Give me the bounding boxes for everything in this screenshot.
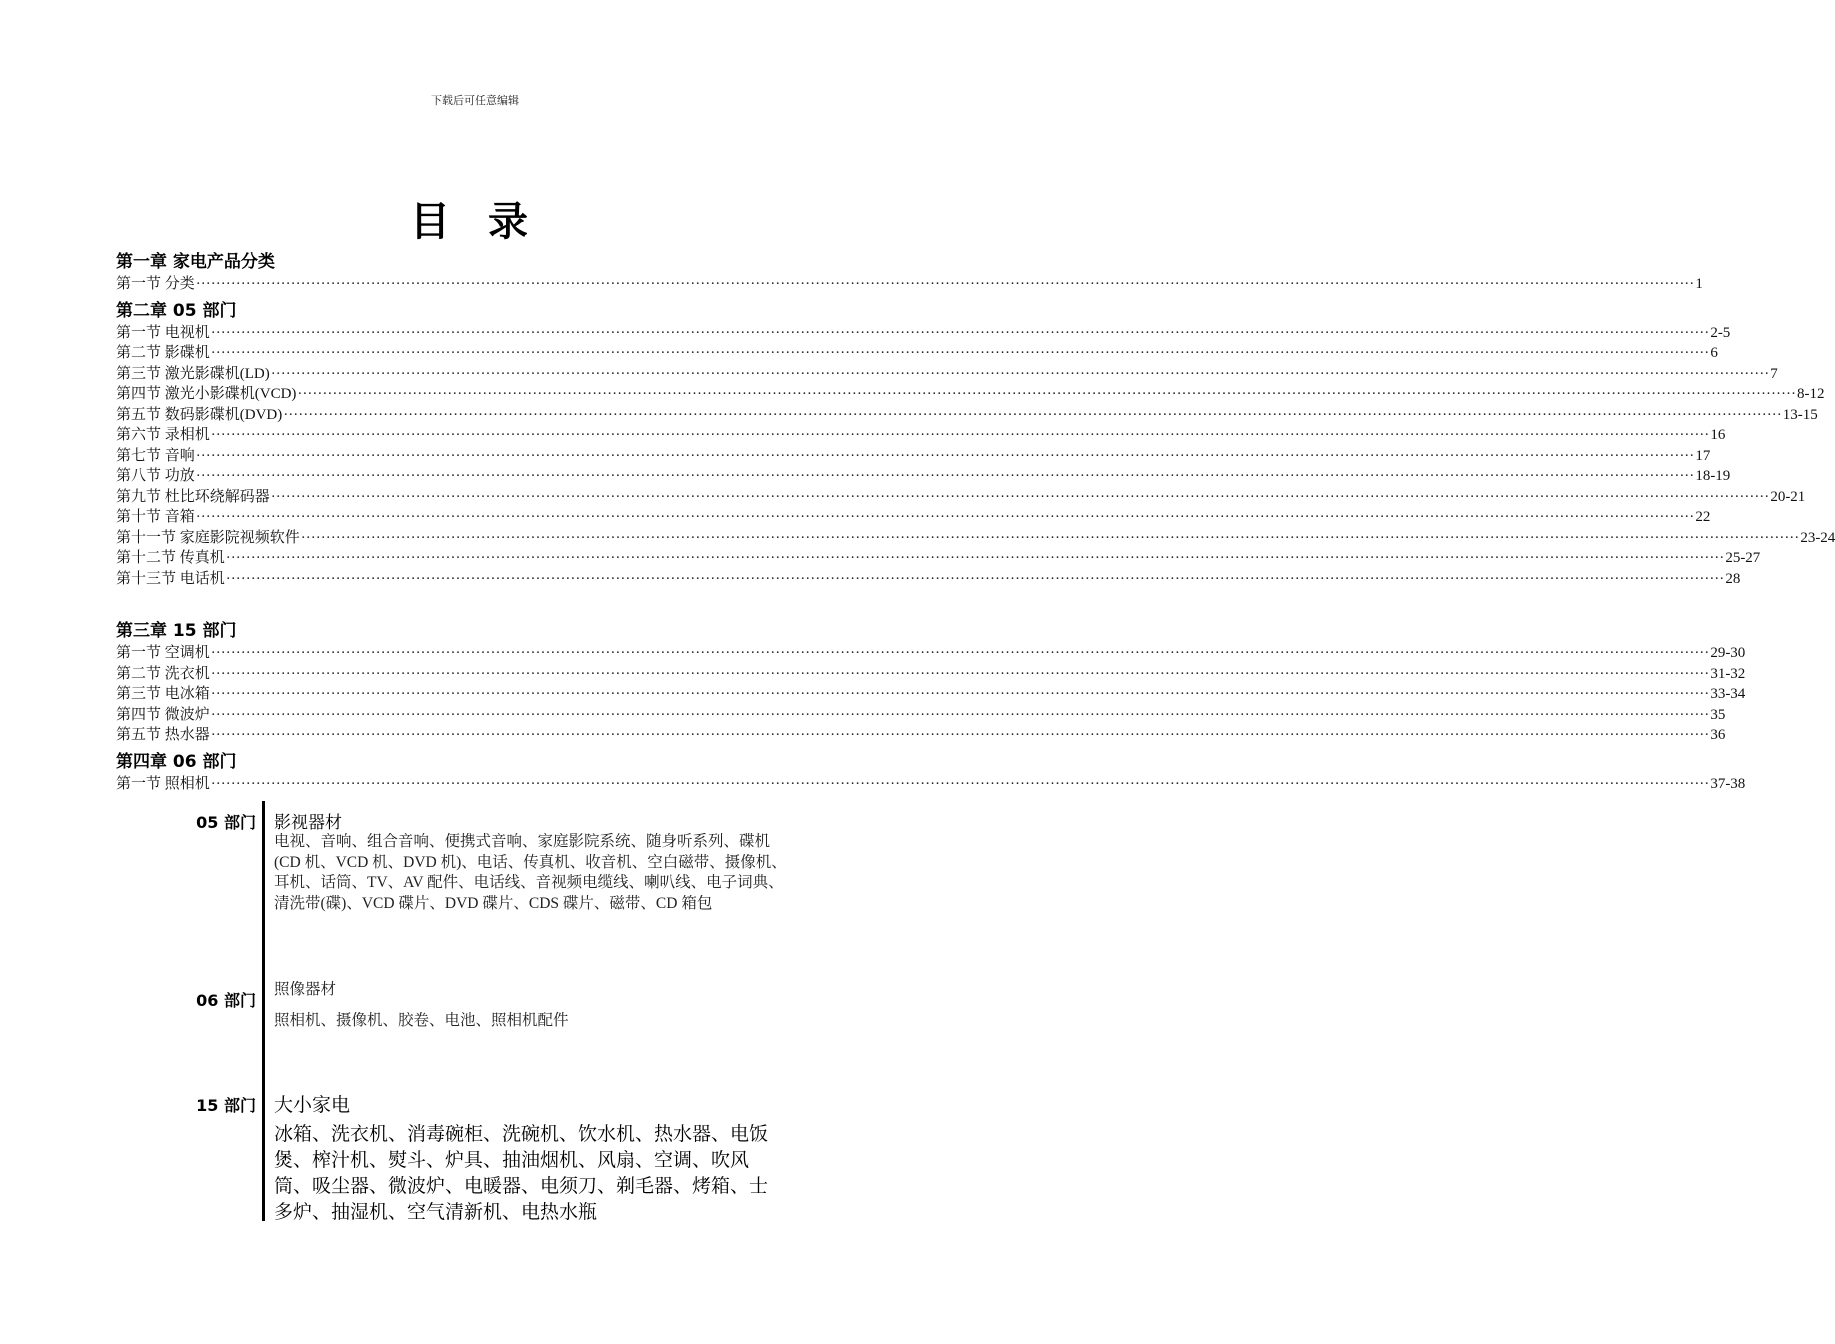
toc-leader: ············································································································································································································································································································ xyxy=(210,775,1710,792)
toc-entry[interactable] xyxy=(116,643,1746,664)
toc-entry-title: 第二节 影碟机 xyxy=(116,345,210,361)
toc-entry-page: 29-30 xyxy=(1710,645,1746,661)
toc-entry-title: 第三节 电冰箱 xyxy=(116,686,210,702)
toc-leader: ············································································································································································································································································································ xyxy=(225,550,1725,566)
toc-entry-title: 第十一节 家庭影院视频软件 xyxy=(116,529,300,546)
department-05 xyxy=(116,808,796,948)
toc-chapter: 第三章 15 部门 xyxy=(116,621,237,641)
toc-entry-page: 28 xyxy=(1725,570,1741,587)
toc-entry-title: 第五节 数码影碟机(DVD) xyxy=(116,406,283,423)
toc-entry[interactable] xyxy=(116,405,1818,426)
toc-entry[interactable] xyxy=(116,323,1731,344)
page-header: 下载后可任意编辑 xyxy=(431,95,519,107)
toc-entry-title: 第十节 音箱 xyxy=(116,509,195,525)
toc-entry[interactable] xyxy=(116,774,1746,795)
toc-leader: ············································································································································································································································································································ xyxy=(297,386,1796,402)
toc-entry[interactable] xyxy=(116,507,1711,528)
toc-entry[interactable] xyxy=(116,528,1835,549)
department-code: 05 部门 xyxy=(196,813,256,832)
toc-entry-page: 18-19 xyxy=(1695,468,1731,484)
department-items: 照相机、摄像机、胶卷、电池、照相机配件 xyxy=(274,1012,569,1029)
toc-entry-page: 33-34 xyxy=(1710,686,1746,702)
toc-entry-page: 16 xyxy=(1710,427,1726,443)
toc-entry[interactable] xyxy=(116,569,1741,590)
toc-entry-title: 第一节 分类 xyxy=(116,276,195,292)
toc-entry-page: 20-21 xyxy=(1770,488,1806,505)
toc-entry-title: 第九节 杜比环绕解码器 xyxy=(116,488,270,505)
toc-leader: ············································································································································································································································································································ xyxy=(300,529,1800,546)
department-name: 影视器材 xyxy=(274,813,342,833)
toc-leader: ············································································································································································································································································································ xyxy=(210,645,1710,661)
toc-entry[interactable] xyxy=(116,343,1718,364)
toc-entry[interactable] xyxy=(116,684,1746,705)
toc-leader: ············································································································································································································································································································ xyxy=(225,570,1725,587)
toc-leader: ············································································································································································································································································································ xyxy=(210,706,1710,723)
toc-entry-page: 7 xyxy=(1770,365,1778,382)
toc-entry[interactable] xyxy=(116,548,1761,569)
toc-leader: ············································································································································································································································································································ xyxy=(210,727,1710,743)
department-name: 照像器材 xyxy=(274,981,337,998)
toc-leader: ············································································································································································································································································································ xyxy=(270,488,1770,505)
toc-leader: ············································································································································································································································································································ xyxy=(195,447,1695,464)
toc-entry[interactable] xyxy=(116,446,1711,467)
toc-entry-page: 23-24 xyxy=(1800,529,1835,546)
toc-entry-page: 37-38 xyxy=(1710,775,1746,792)
toc-entry-title: 第十二节 传真机 xyxy=(116,550,225,566)
toc-entry-title: 第七节 音响 xyxy=(116,447,195,464)
toc-entry-page: 31-32 xyxy=(1710,665,1746,682)
toc-leader: ············································································································································································································································································································ xyxy=(210,665,1710,682)
toc-leader: ············································································································································································································································································································ xyxy=(195,509,1695,525)
toc-leader: ············································································································································································································································································································ xyxy=(210,324,1710,341)
toc-entry-page: 35 xyxy=(1710,706,1726,723)
toc-leader: ············································································································································································································································································································ xyxy=(210,427,1710,443)
department-06 xyxy=(116,980,796,1040)
toc-entry[interactable] xyxy=(116,384,1825,405)
toc-entry-page: 36 xyxy=(1710,727,1726,743)
toc-entry[interactable] xyxy=(116,274,1703,295)
department-items: 电视、音响、组合音响、便携式音响、家庭影院系统、随身听系列、碟机(CD 机、VCD 机、DVD 机)、电话、传真机、收音机、空白磁带、摄像机、耳机、话筒、TV、AV 配件、电话线、音视频电缆线、喇叭线、电子词典、清洗带(碟)、VCD 碟片、DVD 碟片、CDS 碟片、磁带、CD 箱包 xyxy=(274,833,787,912)
department-15 xyxy=(116,1090,796,1223)
department-code: 06 部门 xyxy=(196,991,256,1010)
toc-entry-page: 25-27 xyxy=(1725,550,1761,566)
toc-leader: ············································································································································································································································································································ xyxy=(283,406,1782,423)
department-name: 大小家电 xyxy=(274,1094,351,1116)
toc-entry-page: 8-12 xyxy=(1796,386,1825,402)
toc-entry-page: 22 xyxy=(1695,509,1711,525)
toc-entry-page: 6 xyxy=(1710,345,1718,361)
department-items: 冰箱、洗衣机、消毒碗柜、洗碗机、饮水机、热水器、电饭煲、榨汁机、熨斗、炉具、抽油烟机、风扇、空调、吹风筒、吸尘器、微波炉、电暖器、电须刀、剃毛器、烤箱、士多炉、抽湿机、空气清新机、电热水瓶 xyxy=(274,1123,769,1223)
toc-leader: ············································································································································································································································································································ xyxy=(195,468,1695,484)
toc-entry-page: 1 xyxy=(1695,276,1703,292)
toc-entry-title: 第四节 微波炉 xyxy=(116,706,210,723)
table-of-contents xyxy=(116,250,1835,794)
toc-entry[interactable] xyxy=(116,364,1778,385)
toc-entry-page: 13-15 xyxy=(1782,406,1818,423)
toc-entry[interactable] xyxy=(116,466,1731,487)
toc-entry-title: 第一节 空调机 xyxy=(116,645,210,661)
toc-chapter: 第一章 家电产品分类 xyxy=(116,252,275,272)
department-code: 15 部门 xyxy=(196,1096,256,1115)
toc-entry[interactable] xyxy=(116,487,1806,508)
toc-entry-page: 2-5 xyxy=(1710,324,1731,341)
toc-entry-title: 第八节 功放 xyxy=(116,468,195,484)
toc-chapter: 第二章 05 部门 xyxy=(116,300,237,321)
toc-entry[interactable] xyxy=(116,425,1726,446)
page-title: 目 录 xyxy=(410,199,540,245)
toc-entry[interactable] xyxy=(116,725,1726,746)
toc-leader: ············································································································································································································································································································ xyxy=(195,276,1695,292)
toc-entry-page: 17 xyxy=(1695,447,1711,464)
toc-entry-title: 第十三节 电话机 xyxy=(116,570,225,587)
toc-entry-title: 第四节 激光小影碟机(VCD) xyxy=(116,386,297,402)
toc-leader: ············································································································································································································································································································ xyxy=(210,345,1710,361)
toc-entry[interactable] xyxy=(116,705,1726,726)
toc-entry[interactable] xyxy=(116,664,1746,685)
toc-leader: ············································································································································································································································································································ xyxy=(210,686,1710,702)
toc-entry-title: 第五节 热水器 xyxy=(116,727,210,743)
toc-entry-title: 第三节 激光影碟机(LD) xyxy=(116,365,270,382)
toc-chapter: 第四章 06 部门 xyxy=(116,751,237,772)
toc-leader: ············································································································································································································································································································ xyxy=(270,365,1770,382)
toc-entry-title: 第六节 录相机 xyxy=(116,427,210,443)
toc-entry-title: 第一节 照相机 xyxy=(116,775,210,792)
toc-entry-title: 第一节 电视机 xyxy=(116,324,210,341)
toc-entry-title: 第二节 洗衣机 xyxy=(116,665,210,682)
